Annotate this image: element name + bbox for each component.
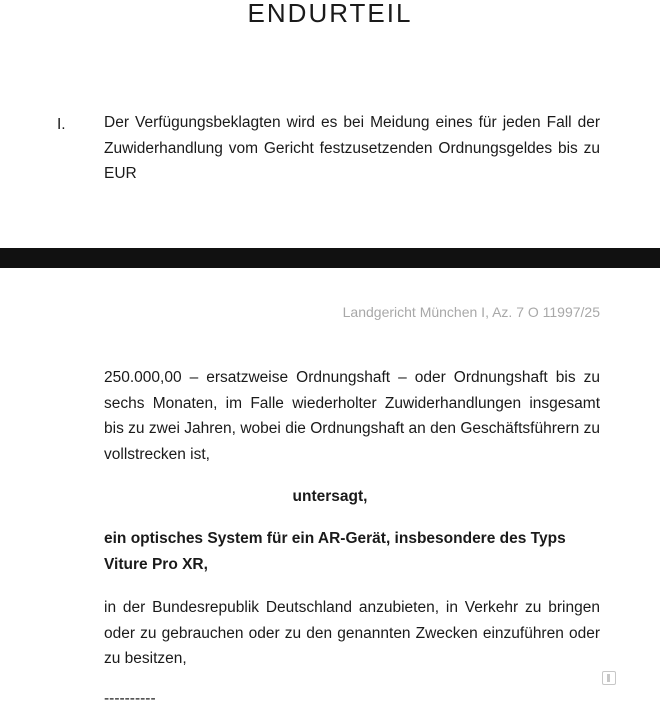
paragraph-order-intro: Der Verfügungsbeklagten wird es bei Meidung eines für jeden Fall der Zuwiderhandlung vom Gericht festzusetzenden Ordnungsgeldes bis zu EUR: [104, 114, 600, 182]
paragraph-penalty: 250.000,00 – ersatzweise Ordnungshaft – oder Ordnungshaft bis zu sechs Monaten, im Falle wiederholter Zuwiderhandlungen insgesamt bis zu zwei Jahren, wobei die Ordnungshaft an den Geschäftsführern zu vollstrecken ist,: [104, 369, 600, 463]
watermark: [602, 668, 648, 688]
paragraph-prohibited-product: ein optisches System für ein AR-Gerät, insbesondere des Typs Viture Pro XR,: [104, 530, 566, 573]
untersagt-heading: untersagt,: [292, 488, 368, 505]
page-header-case-reference: Landgericht München I, Az. 7 O 11997/25: [342, 304, 600, 320]
section-number: I.: [57, 116, 66, 133]
paragraph-prohibited-acts: in der Bundesrepublik Deutschland anzubieten, in Verkehr zu bringen oder zu gebrauchen oder zu den genannten Zwecken einzuführen oder zu besitzen,: [104, 599, 600, 667]
watermark-logo-icon: [602, 671, 616, 685]
cut-off-text-line: ----------: [104, 690, 156, 707]
page-break-divider: [0, 248, 660, 268]
document-title: ENDURTEIL: [247, 0, 413, 28]
